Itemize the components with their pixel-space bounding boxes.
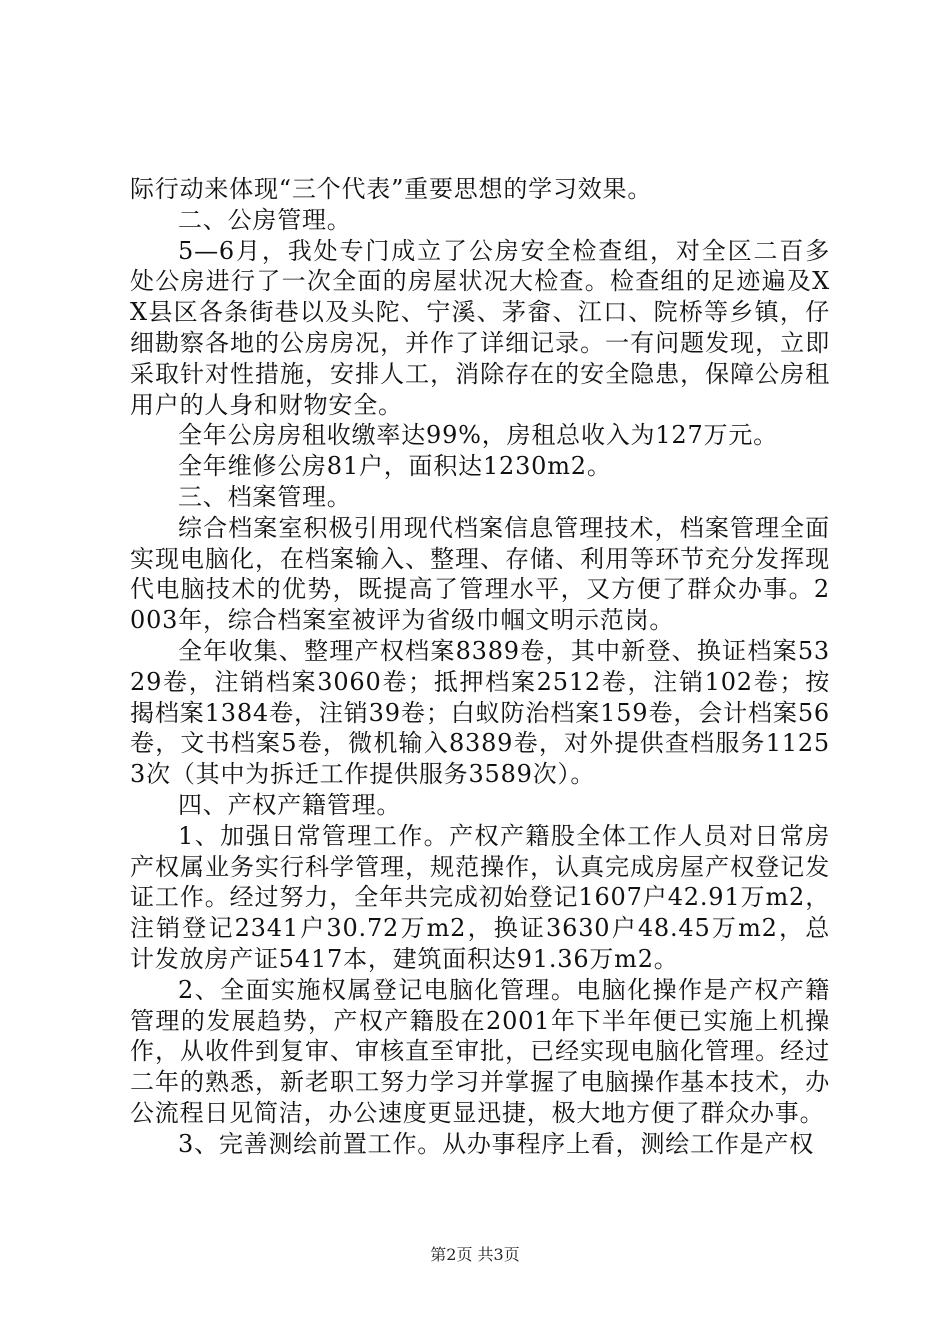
paragraph-safety-inspection: 5—6月，我处专门成立了公房安全检查组，对全区二百多处公房进行了一次全面的房屋状况大检查。检查组的足迹遍及XX县区各条街巷以及头陀、宁溪、茅畲、江口、院桥等乡镇，仔细勘察各地的公房房况，并作了详细记录。一有问题发现，立即采取针对性措施，安排人工，消除存在的安全隐患，保障公房租用户的人身和财物安全。 bbox=[130, 236, 830, 419]
paragraph-surveying: 3、完善测绘前置工作。从办事程序上看，测绘工作是产权 bbox=[178, 1129, 815, 1158]
paragraph-daily-management: 1、加强日常管理工作。产权产籍股全体工作人员对日常房产权属业务实行科学管理，规范操作，认真完成房屋产权登记发证工作。经过努力，全年共完成初始登记1607户42.91万m2，注销登记2341户30.72万m2，换证3630户48.45万m2，总计发放房产证5417本，建筑面积达91.36万m2。 bbox=[130, 821, 830, 973]
paragraph-maintenance: 全年维修公房81户，面积达1230m2。 bbox=[178, 452, 612, 481]
section-heading-archives: 三、档案管理。 bbox=[178, 482, 352, 511]
paragraph-archive-statistics: 全年收集、整理产权档案8389卷，其中新登、换证档案5329卷，注销档案3060卷；抵押档案2512卷，注销102卷；按揭档案1384卷，注销39卷；白蚁防治档案159卷，会计档案56卷，文书档案5卷，微机输入8389卷，对外提供查档服务11253次（其中为拆迁工作提供服务3589次）。 bbox=[130, 636, 830, 789]
paragraph-archive-computerization: 综合档案室积极引用现代档案信息管理技术，档案管理全面实现电脑化，在档案输入、整理、存储、利用等环节充分发挥现代电脑技术的优势，既提高了管理水平，又方便了群众办事。2003年，综合档案室被评为省级巾帼文明示范岗。 bbox=[130, 513, 830, 635]
section-heading-property-rights: 四、产权产籍管理。 bbox=[178, 790, 402, 819]
paragraph-computerized-registration: 2、全面实施权属登记电脑化管理。电脑化操作是产权产籍管理的发展趋势，产权产籍股在2001年下半年便已实施上机操作，从收件到复审、审核直至审批，已经实现电脑化管理。经过二年的熟悉，新老职工努力学习并掌握了电脑操作基本技术，办公流程日见简洁，办公速度更显迅捷，极大地方便了群众办事。 bbox=[130, 975, 830, 1127]
document-body bbox=[130, 174, 830, 1160]
paragraph-rent-collection: 全年公房房租收缴率达99%，房租总收入为127万元。 bbox=[178, 421, 778, 450]
section-heading-public-housing: 二、公房管理。 bbox=[178, 205, 352, 234]
page-footer: 第2页 共3页 bbox=[430, 1245, 520, 1264]
paragraph-continuation: 际行动来体现“三个代表”重要思想的学习效果。 bbox=[130, 175, 653, 203]
